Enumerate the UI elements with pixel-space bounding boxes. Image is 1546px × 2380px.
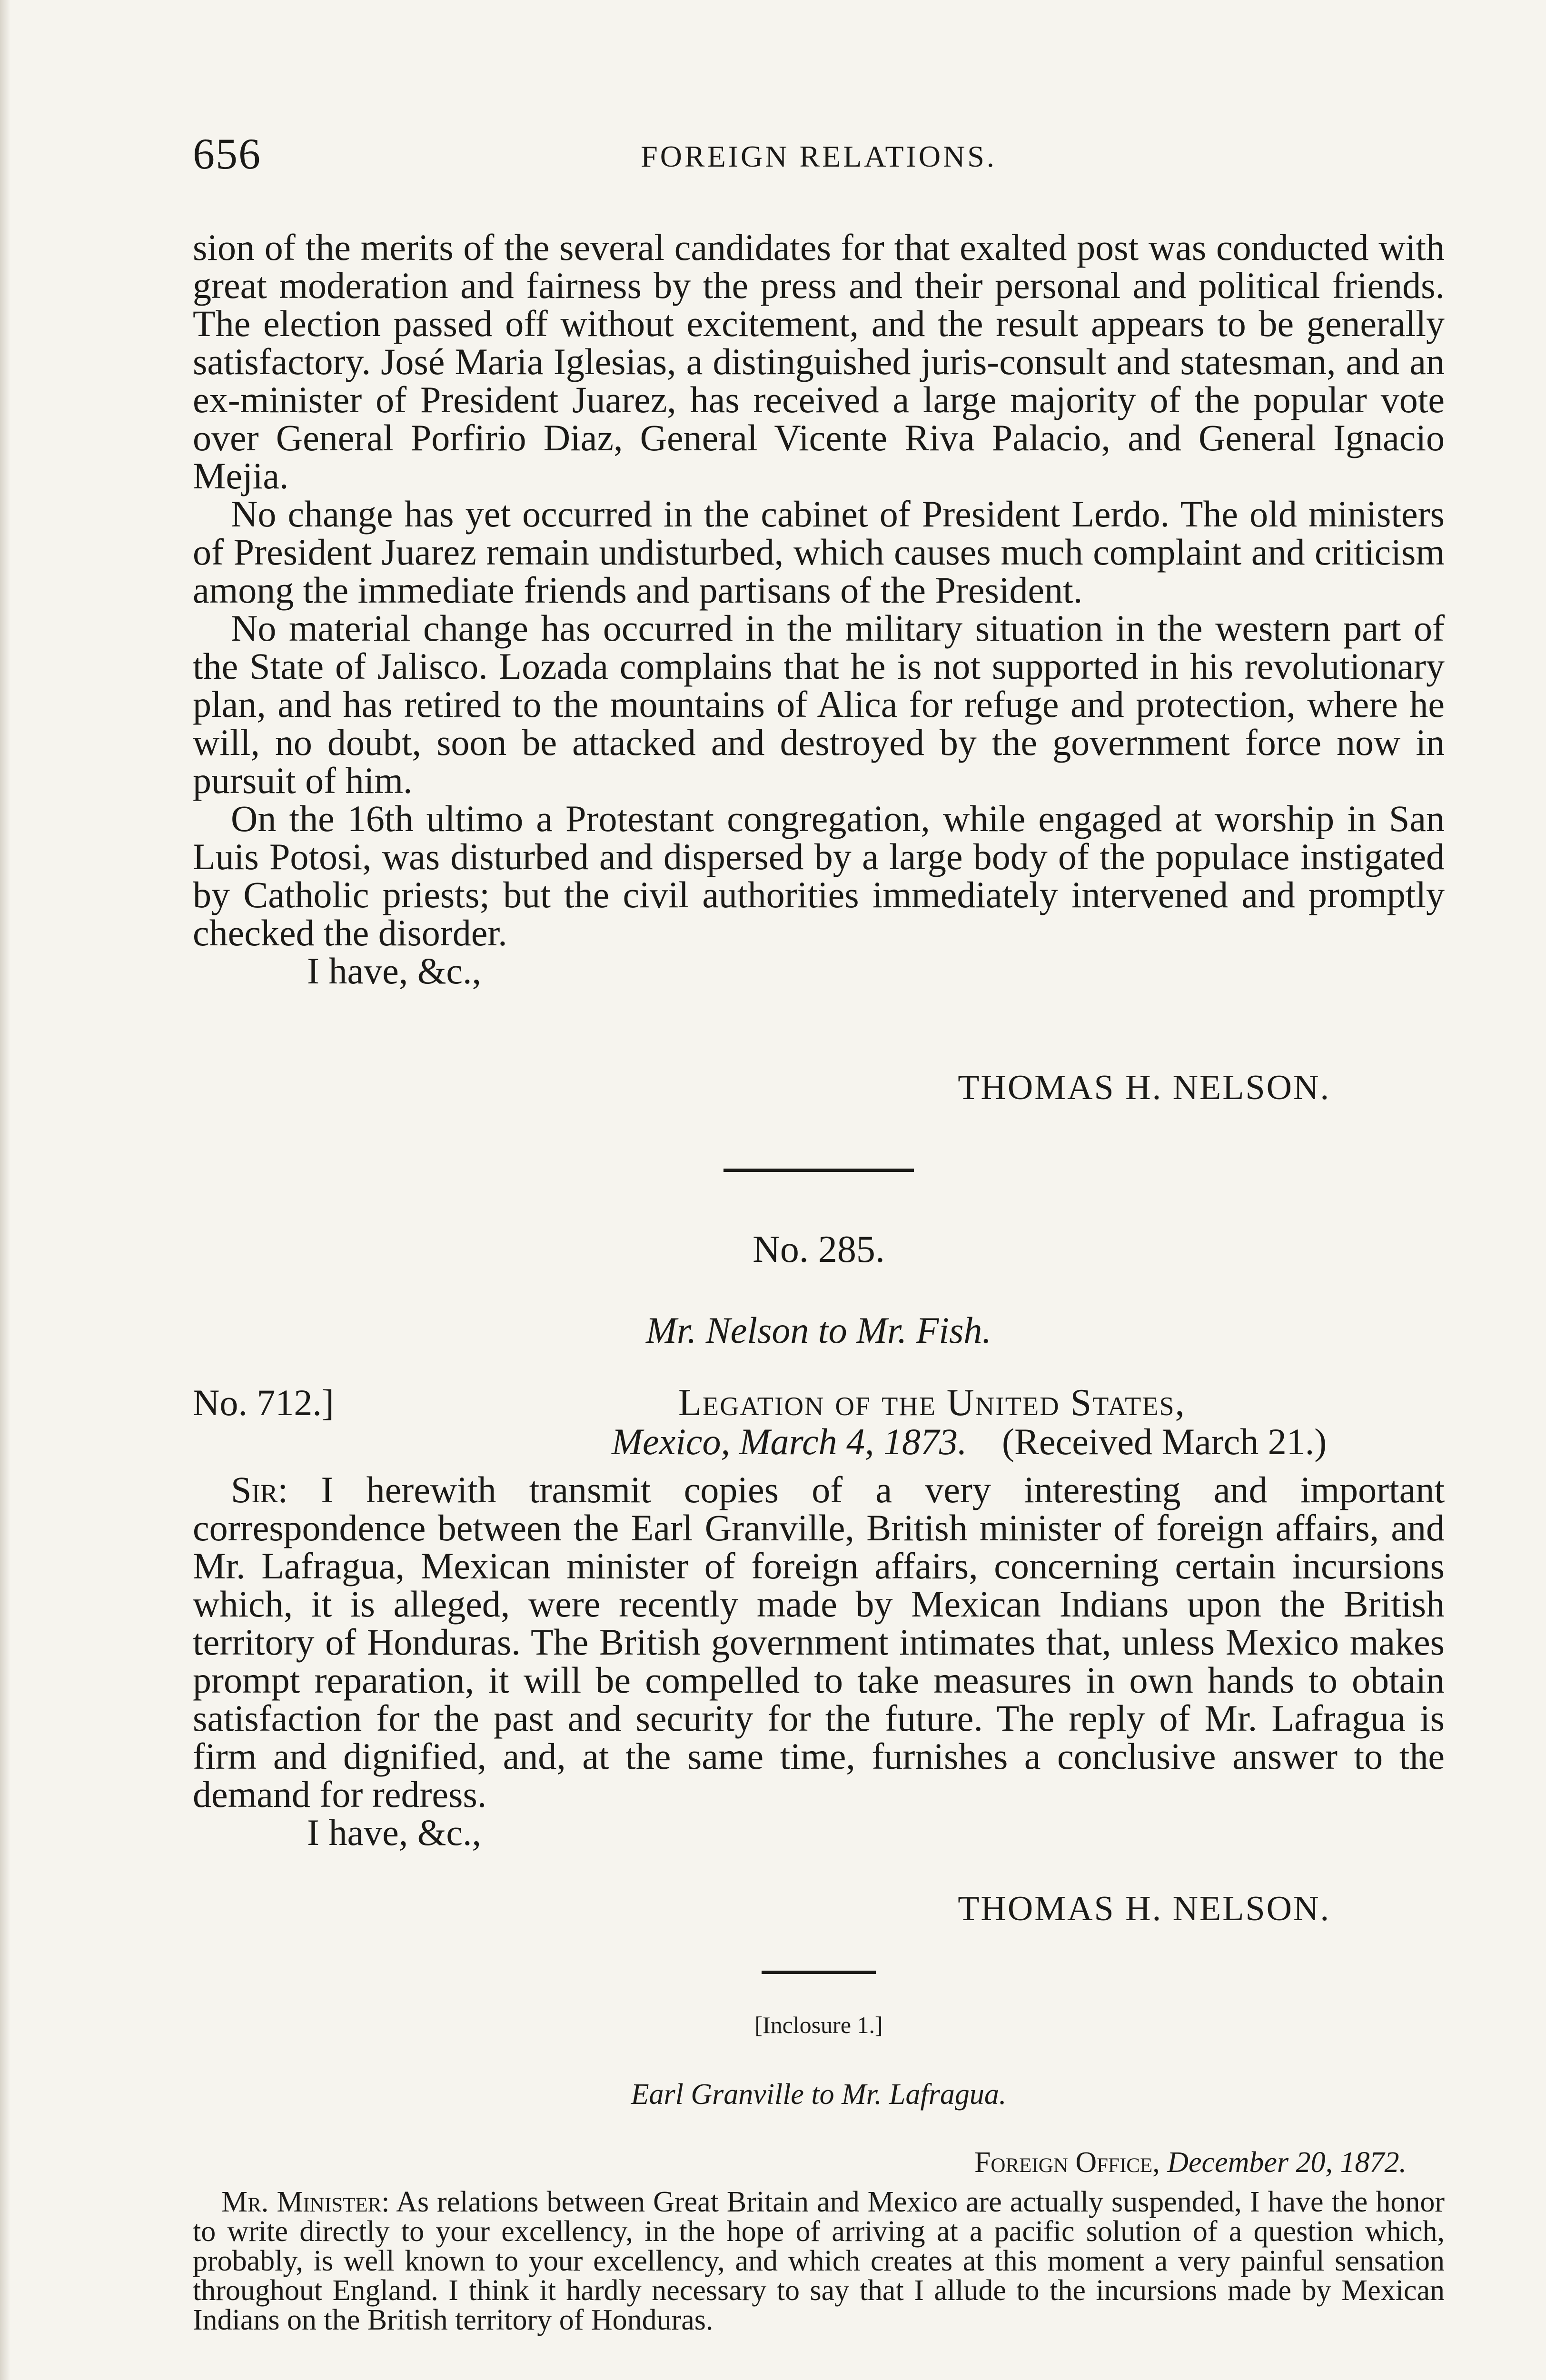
- letter-continuation: [193, 228, 1445, 990]
- running-title: FOREIGN RELATIONS.: [641, 139, 997, 173]
- inclosure-body: [193, 2187, 1445, 2335]
- inclosure-label: [Inclosure 1.]: [754, 2012, 883, 2038]
- signature: THOMAS H. NELSON.: [958, 1068, 1330, 1107]
- inclosure-dateline: [193, 2148, 1445, 2181]
- page-edge-shadow: [0, 0, 10, 2380]
- salutation: Mr. Minister:: [221, 2186, 390, 2218]
- signature-block: [193, 1890, 1445, 1933]
- despatch-heading: [193, 1383, 1445, 1464]
- legation-line: Legation of the United States,: [678, 1382, 1186, 1424]
- signature-block: [193, 1069, 1445, 1111]
- closing-formula: I have, &c.,: [307, 950, 482, 992]
- place-date: Mexico, March 4, 1873.: [612, 1421, 967, 1462]
- document-number: No. 285.: [753, 1229, 885, 1270]
- paragraph: sion of the merits of the several candidates for that exalted post was conducted with great moderation and fairness by the press and their personal and political friends. The election passed off without excitement, and the result appears to be generally satisfactory. José Maria Iglesias, a distinguished juris-consult and statesman, and an ex-minister of President Juarez, has received a large majority of the popular vote over General Porfirio Diaz, General Vicente Riva Palacio, and General Ignacio Mejia.: [193, 227, 1445, 496]
- office: Foreign Office,: [974, 2146, 1160, 2179]
- page-header: [193, 129, 1445, 186]
- page-number: 656: [193, 129, 261, 178]
- dateline: [974, 2148, 1407, 2177]
- despatch-number: No. 712.]: [193, 1382, 334, 1423]
- date: December 20, 1872.: [1167, 2146, 1407, 2179]
- signature: THOMAS H. NELSON.: [958, 1889, 1330, 1928]
- paragraph: On the 16th ultimo a Protestant congregation, while engaged at worship in San Luis Potosi, was disturbed and dispersed by a large body of the populace instigated by Catholic priests; but the civil authorities immediately intervened and promptly checked the disorder.: [193, 798, 1445, 953]
- document-title: Mr. Nelson to Mr. Fish.: [646, 1309, 991, 1351]
- despatch-body: [193, 1471, 1445, 1852]
- section-divider: [723, 1169, 914, 1172]
- inclosure-title: Earl Granville to Mr. Lafragua.: [631, 2078, 1007, 2111]
- paragraph: No material change has occurred in the military situation in the western part of the State of Jalisco. Lozada complains that he is not supported in his revolutionary plan, and has retired to the mountains of Alica for refuge and protection, where he will, no doubt, soon be attacked and destroyed by the government force now in pursuit of him.: [193, 607, 1445, 801]
- salutation: Sir:: [231, 1469, 288, 1510]
- received-date: (Received March 21.): [1002, 1421, 1327, 1462]
- closing-formula: I have, &c.,: [307, 1812, 482, 1853]
- paragraph: No change has yet occurred in the cabinet of President Lerdo. The old ministers of President Juarez remain undisturbed, which causes much complaint and criticism among the immediate friends and partisans of the President.: [193, 493, 1445, 611]
- body-text: As relations between Great Britain and Mexico are actually suspended, I have the honor to write directly to your excellency, in the hope of arriving at a pacific solution of a question which, probably, is well known to your excellency, and which creates at this moment a very painful sensation throughout England. I think it hardly necessary to say that I allude to the incursions made by Mexican Indians on the British territory of Honduras.: [193, 2186, 1445, 2336]
- body-text: I herewith transmit copies of a very interesting and important correspondence between the Earl Granville, British minister of foreign affairs, and Mr. Lafragua, Mexican minister of foreign affairs, concerning certain incursions which, it is alleged, were recently made by Mexican Indians upon the British territory of Honduras. The British government intimates that, unless Mexico makes prompt reparation, it will be compelled to take measures in own hands to obtain satisfaction for the past and security for the future. The reply of Mr. Lafragua is firm and dignified, and, at the same time, furnishes a conclusive answer to the demand for redress.: [193, 1469, 1445, 1815]
- section-divider: [762, 1971, 876, 1974]
